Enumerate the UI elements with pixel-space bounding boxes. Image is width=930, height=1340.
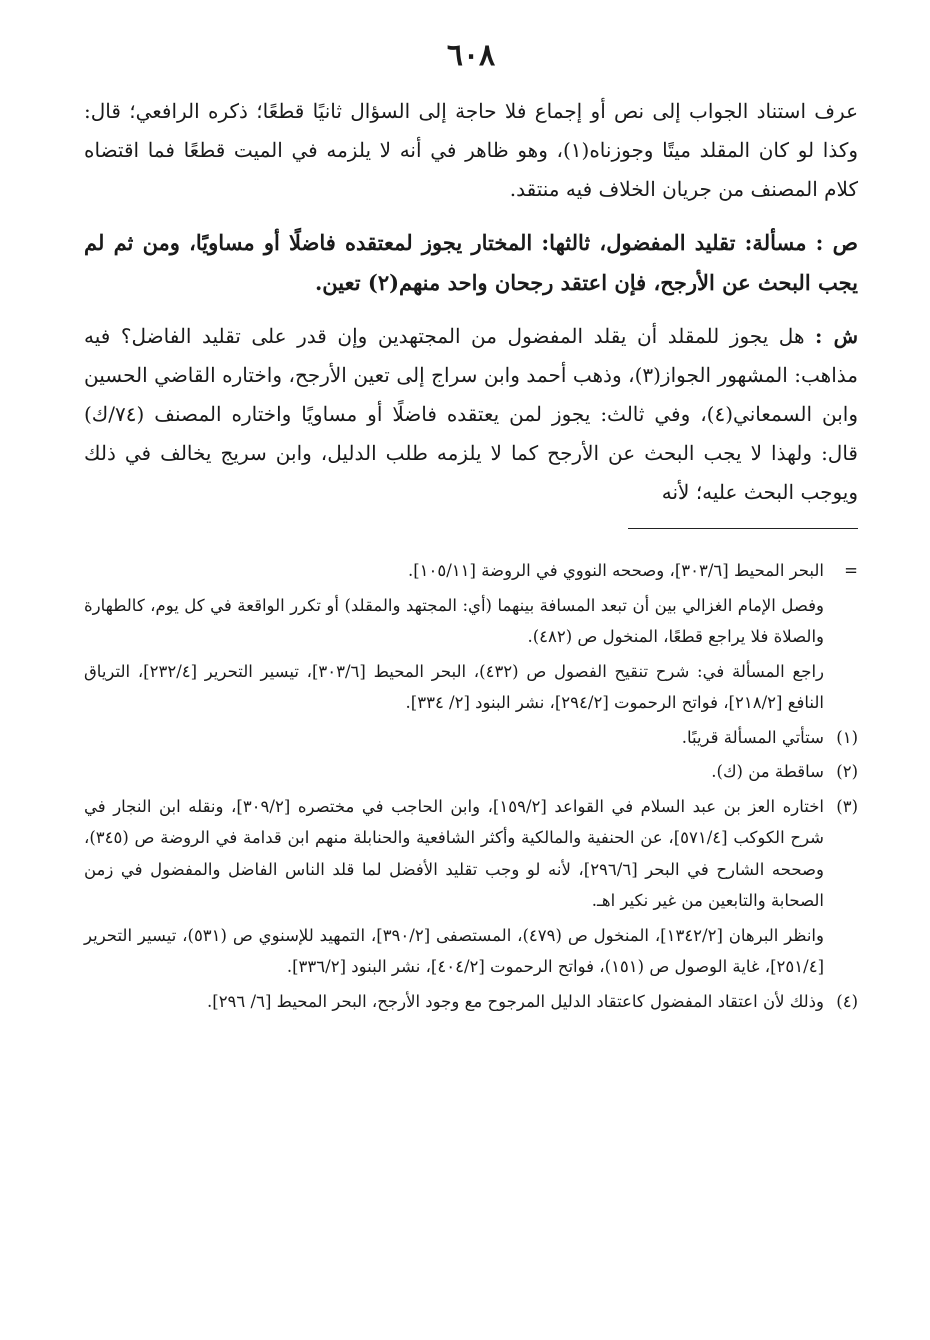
footnote-number: (٢) xyxy=(836,762,858,781)
sharh-text: هل يجوز للمقلد أن يقلد المفضول من المجتهدين وإن قدر على تقليد الفاضل؟ فيه مذاهب: المشهور الجواز(٣)، وذهب أحمد وابن سراج إلى تعين الأرجح، واختاره القاضي الحسين وابن السمعاني(٤)، وفي ثالث: يجوز لمن يعتقده فاضلًا أو مساويًا واختاره المصنف (٧٤/ك) قال: ولهذا لا يجب البحث عن الأرجح كما لا يلزمه طلب الدليل، وابن سريج يخالف في ذلك ويوجب البحث عليه؛ لأنه xyxy=(84,324,858,504)
footnote-number: = xyxy=(844,561,858,580)
footnote xyxy=(84,756,858,788)
footnote xyxy=(84,986,858,1018)
footnote xyxy=(84,656,858,719)
main-text xyxy=(84,92,858,512)
page-number: ٦٠٨ xyxy=(446,38,496,73)
matn-marker: ص : xyxy=(815,230,859,255)
footnote xyxy=(84,791,858,917)
footnote-number: (١) xyxy=(836,727,858,747)
footnote xyxy=(84,722,858,754)
footnote-number: (٣) xyxy=(836,796,858,816)
footnote xyxy=(84,590,858,653)
footnotes xyxy=(84,555,858,1017)
sharh-paragraph xyxy=(84,317,858,512)
footnote-text: وانظر البرهان [١٣٤٢/٢]، المنخول ص (٤٧٩)، المستصفى [٣٩٠/٢]، التمهيد للإسنوي ص (٥٣١)، تيسير التحرير [٢٥١/٤]، غاية الوصول ص (١٥١)، فواتح الرحموت [٤٠٤/٢]، نشر البنود [٣٣٦/٢]. xyxy=(84,925,824,976)
footnote-text: اختاره العز بن عبد السلام في القواعد [١٥٩/٢]، وابن الحاجب في مختصره [٣٠٩/٢]، ونقله ابن النجار في شرح الكوكب [٥٧١/٤]، عن الحنفية والمالكية وأكثر الشافعية والحنابلة منهم ابن قدامة في الروضة ص (٣٤٥)، وصححه الشارح في البحر [٢٩٦/٦]، لأنه لو وجب تقليد الأفضل لما قلد الناس الفاضل والمفضول في زمن الصحابة والتابعين من غير نكير اهـ. xyxy=(84,796,825,910)
matn-paragraph xyxy=(84,223,858,303)
footnote-text: راجع المسألة في: شرح تنقيح الفصول ص (٤٣٢)، البحر المحيط [٣٠٣/٦]، تيسير التحرير [٢٣٢/٤]، الترياق النافع [٢١٨/٢]، فواتح الرحموت [٢٩٤/٢]، نشر البنود [٢/ ٣٣٤]. xyxy=(84,661,825,712)
footnote-text: وفصل الإمام الغزالي بين أن تبعد المسافة بينهما (أي: المجتهد والمقلد) أو تكرر الواقعة في كل يوم، كالطهارة والصلاة فلا يراجع قطعًا، المنخول ص (٤٨٢). xyxy=(84,595,824,646)
footnote-text: وذلك لأن اعتقاد المفضول كاعتقاد الدليل المرجوح مع وجود الأرجح، البحر المحيط [٦/ ٢٩٦]. xyxy=(207,991,824,1011)
footnote-number: (٤) xyxy=(836,991,858,1011)
footnote-text: ستأتي المسألة قريبًا. xyxy=(681,727,824,747)
sharh-marker: ش : xyxy=(815,324,858,348)
matn-text: مسألة: تقليد المفضول، ثالثها: المختار يجوز لمعتقده فاضلًا أو مساويًا، ومن ثم لم يجب البحث عن الأرجح، فإن اعتقد رجحان واحد منهم(٢) تعين. xyxy=(84,230,858,295)
paragraph-continuation: عرف استناد الجواب إلى نص أو إجماع فلا حاجة إلى السؤال ثانيًا قطعًا؛ ذكره الرافعي؛ قال: وكذا لو كان المقلد ميتًا وجوزناه(١)، وهو ظاهر في أنه لا يلزمه في الميت قطعًا فما اقتضاه كلام المصنف من جريان الخلاف فيه منتقد. xyxy=(84,99,858,201)
footnote xyxy=(84,920,858,983)
footnote-text: البحر المحيط [٣٠٣/٦]، وصححه النووي في الروضة [١٠٥/١١]. xyxy=(407,561,824,580)
footnote-divider xyxy=(628,528,858,529)
footnote xyxy=(84,555,858,587)
footnote-text: ساقطة من (ك). xyxy=(711,762,824,781)
